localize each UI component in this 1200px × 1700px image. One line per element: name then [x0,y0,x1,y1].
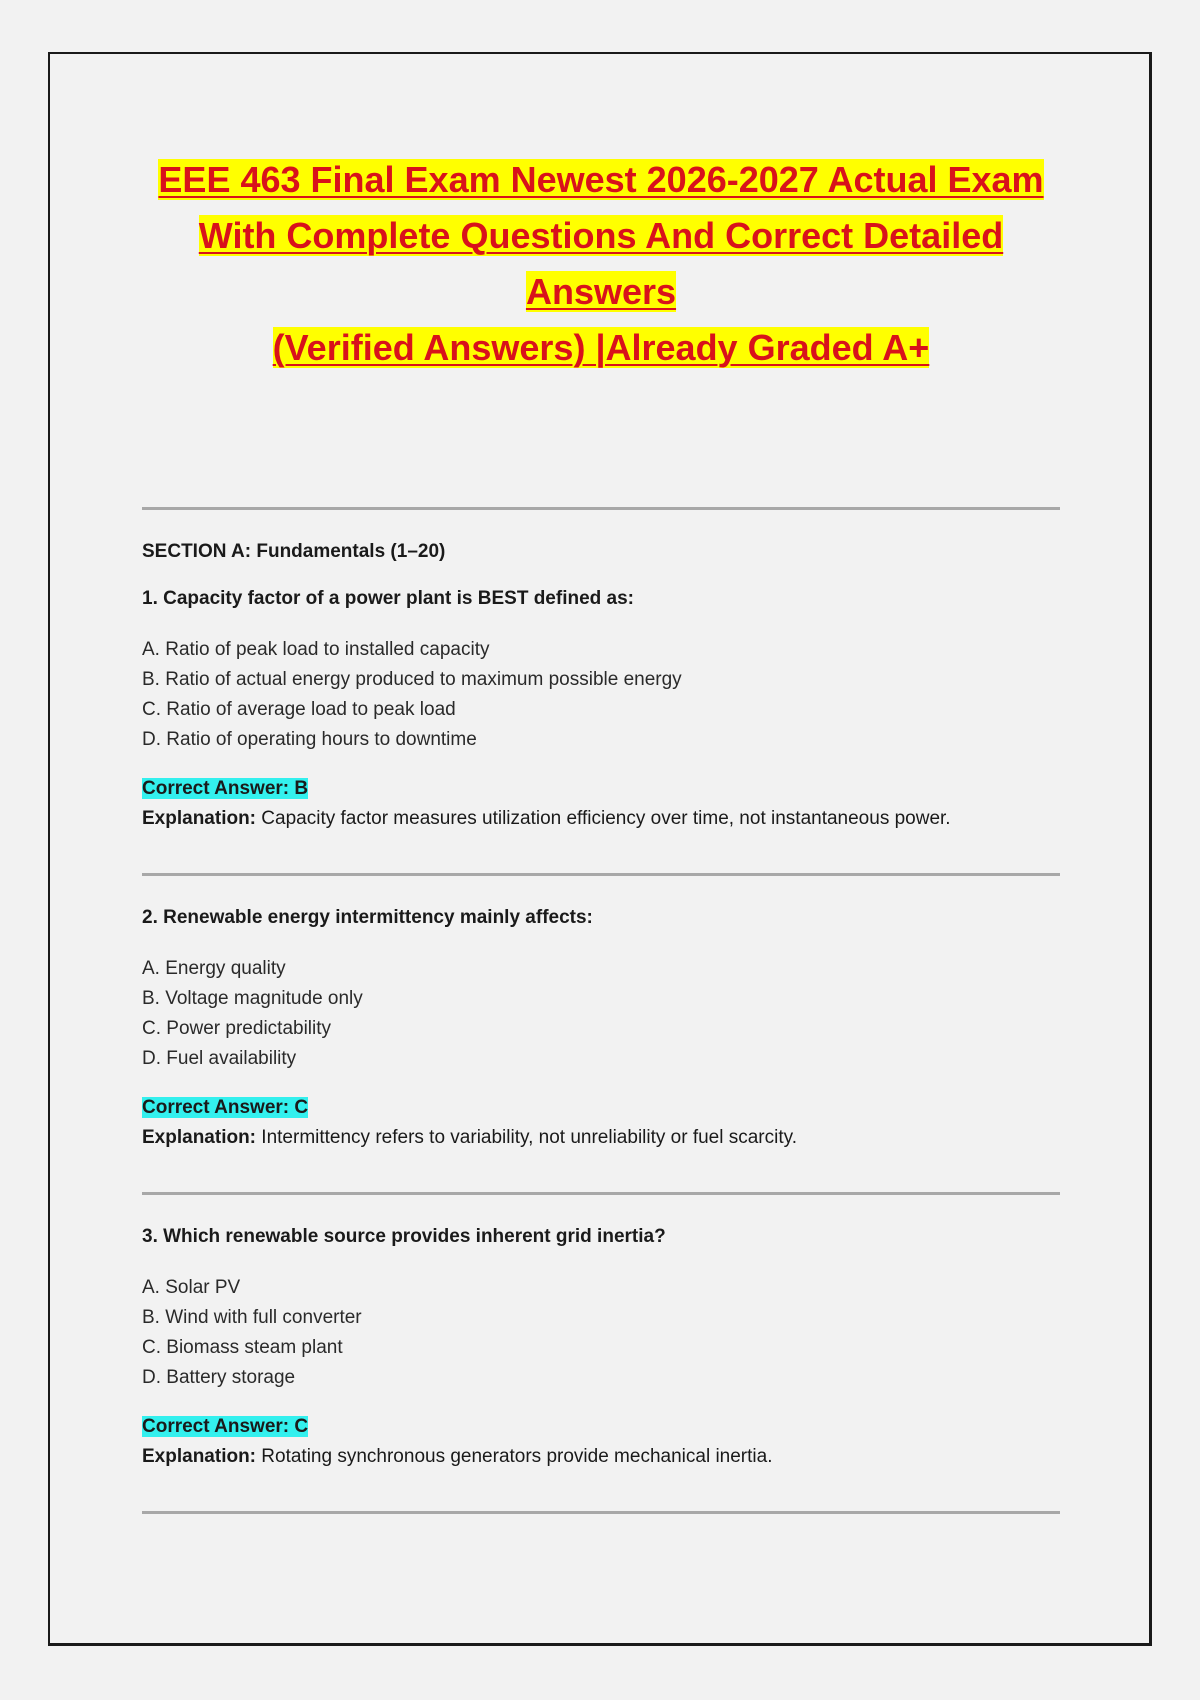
explanation-text: Rotating synchronous generators provide mechanical inertia. [261,1446,773,1467]
explanation-label: Explanation: [142,1446,257,1467]
option-item: C. Biomass steam plant [142,1337,343,1358]
explanation-text: Capacity factor measures utilization efficiency over time, not instantaneous power. [261,808,951,829]
option-list [142,635,1060,755]
option-item: C. Ratio of average load to peak load [142,699,456,720]
answer-highlight: Correct Answer: C [142,1097,309,1118]
explanation-label: Explanation: [142,808,257,829]
option-item: A. Ratio of peak load to installed capacity [142,639,490,660]
explanation-label: Explanation: [142,1127,257,1148]
question-text: 1. Capacity factor of a power plant is BEST defined as: [142,588,634,609]
exam-content [142,507,1060,1514]
explanation [142,1443,1060,1471]
title-line-1: EEE 463 Final Exam Newest 2026-2027 Actual Exam [158,159,1044,200]
document-page [48,52,1152,1646]
option-item: B. Wind with full converter [142,1307,362,1328]
question-block [142,587,1060,876]
option-item: B. Ratio of actual energy produced to maximum possible energy [142,669,682,690]
correct-answer [142,1094,1060,1122]
correct-answer [142,775,1060,803]
explanation-text: Intermittency refers to variability, not unreliability or fuel scarcity. [261,1127,798,1148]
option-item: C. Power predictability [142,1018,332,1039]
question-block [142,1225,1060,1514]
option-item: B. Voltage magnitude only [142,988,363,1009]
answer-highlight: Correct Answer: C [142,1416,309,1437]
answer-highlight: Correct Answer: B [142,778,309,799]
title-line-3: (Verified Answers) |Already Graded A+ [272,327,930,368]
section-heading: SECTION A: Fundamentals (1–20) [142,541,446,562]
option-item: D. Fuel availability [142,1048,297,1069]
explanation [142,1124,1060,1152]
title-line-2: With Complete Questions And Correct Detailed Answers [198,215,1004,312]
divider [142,1192,1060,1195]
question-text: 3. Which renewable source provides inherent grid inertia? [142,1226,666,1247]
divider [142,507,1060,510]
option-item: A. Energy quality [142,958,286,979]
option-item: D. Battery storage [142,1367,296,1388]
divider [142,1511,1060,1514]
document-title [142,152,1060,376]
correct-answer [142,1413,1060,1441]
option-item: D. Ratio of operating hours to downtime [142,729,477,750]
option-list [142,954,1060,1074]
question-text: 2. Renewable energy intermittency mainly affects: [142,907,593,928]
explanation [142,805,1060,833]
divider [142,873,1060,876]
option-list [142,1273,1060,1393]
question-block [142,906,1060,1195]
option-item: A. Solar PV [142,1277,241,1298]
